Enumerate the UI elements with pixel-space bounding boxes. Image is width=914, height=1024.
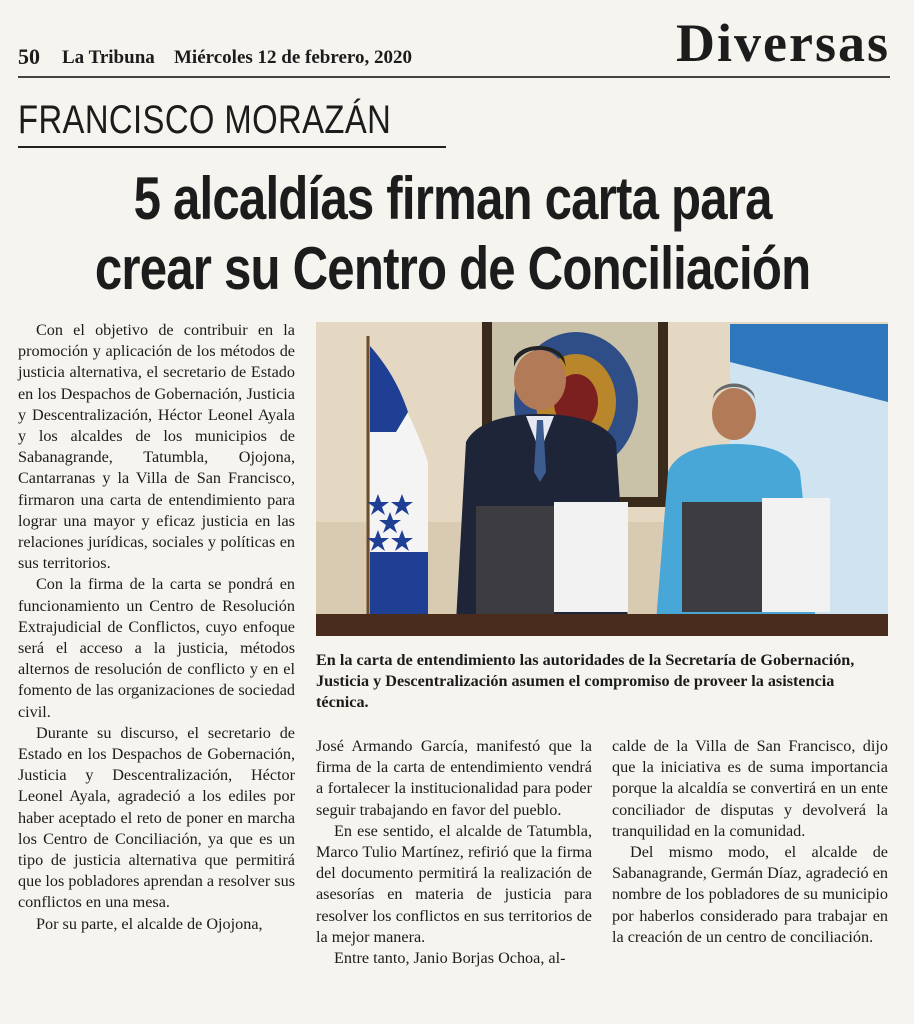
photo-illustration (316, 322, 888, 636)
kicker-underline (18, 146, 446, 148)
article-column-1 (18, 320, 295, 935)
headline (18, 164, 887, 304)
paragraph: calde de la Villa de San Francisco, dijo que la iniciativa es de suma importancia porque la alcaldía se convertirá en un ente conciliador de disputas y devolverá la tranquilidad en la comunidad. (612, 737, 888, 840)
article-photo (316, 322, 888, 636)
paragraph: José Armando García, manifestó que la firma de la carta de entendimiento vendrá a fortalecer la institucionalidad para poder seguir trabajando en favor del pueblo. (316, 737, 592, 819)
paragraph: Con la firma de la carta se pondrá en funcionamiento un Centro de Resolución Extrajudicial de Conflictos, cuyo enfoque será el acceso a la justicia, métodos alternos de resolución de conflicto y en el fomento de las organizaciones de sociedad civil. (18, 575, 295, 721)
issue-date: Miércoles 12 de febrero, 2020 (174, 47, 412, 68)
headline-line-2: crear su Centro de Conciliación (94, 235, 811, 302)
paragraph: Con el objetivo de contribuir en la promoción y aplicación de los métodos de justicia alternativa, el secretario de Estado en los Despachos de Gobernación, Justicia y Descentralización, Héctor Leonel Ayala y los alcaldes de los municipios de Sabanagrande, Tatumbla, Ojojona, Cantarranas y la Villa de San Francisco, firmaron una carta de entendimiento para lograr una mayor y eficaz justicia en las relaciones jurídicas, sociales y políticas en sus territorios. (18, 321, 295, 573)
kicker: FRANCISCO MORAZÁN (18, 98, 392, 142)
headline-line-1: 5 alcaldías firman carta para (133, 165, 772, 232)
header-rule (18, 76, 890, 78)
paragraph: En ese sentido, el alcalde de Tatumbla, Marco Tulio Martínez, refirió que la firma del documento permitirá la realización de asesorías en materia de justicia para resolver los conflictos en sus territorios de la mejor manera. (316, 821, 592, 946)
photo-caption: En la carta de entendimiento las autoridades de la Secretaría de Gobernación, Justicia y Descentralización asumen el compromiso de proveer la asistencia técnica. (316, 651, 855, 711)
page-number: 50 (18, 44, 40, 69)
newspaper-name: La Tribuna (62, 47, 155, 68)
page-header (0, 0, 914, 80)
article-column-2 (316, 736, 592, 969)
paragraph: Del mismo modo, el alcalde de Sabanagrande, Germán Díaz, agradeció en nombre de los pobladores de su municipio por haberlos considerado para trabajar en la creación de un centro de conciliación. (612, 843, 888, 946)
article-column-3 (612, 736, 888, 948)
paragraph: Entre tanto, Janio Borjas Ochoa, al- (334, 949, 566, 968)
paragraph: Durante su discurso, el secretario de Estado en los Despachos de Gobernación, Justicia y Descentralización, Héctor Leonel Ayala, agradeció a los ediles por haber aceptado el reto de poner en marcha los Centro de Conciliación, ya que es un tipo de justicia alternativa que permitirá que los pobladores aprendan a resolver sus conflictos en una mesa. (18, 723, 295, 912)
section-title: Diversas (676, 13, 890, 73)
paragraph: Por su parte, el alcalde de Ojojona, (36, 914, 263, 933)
